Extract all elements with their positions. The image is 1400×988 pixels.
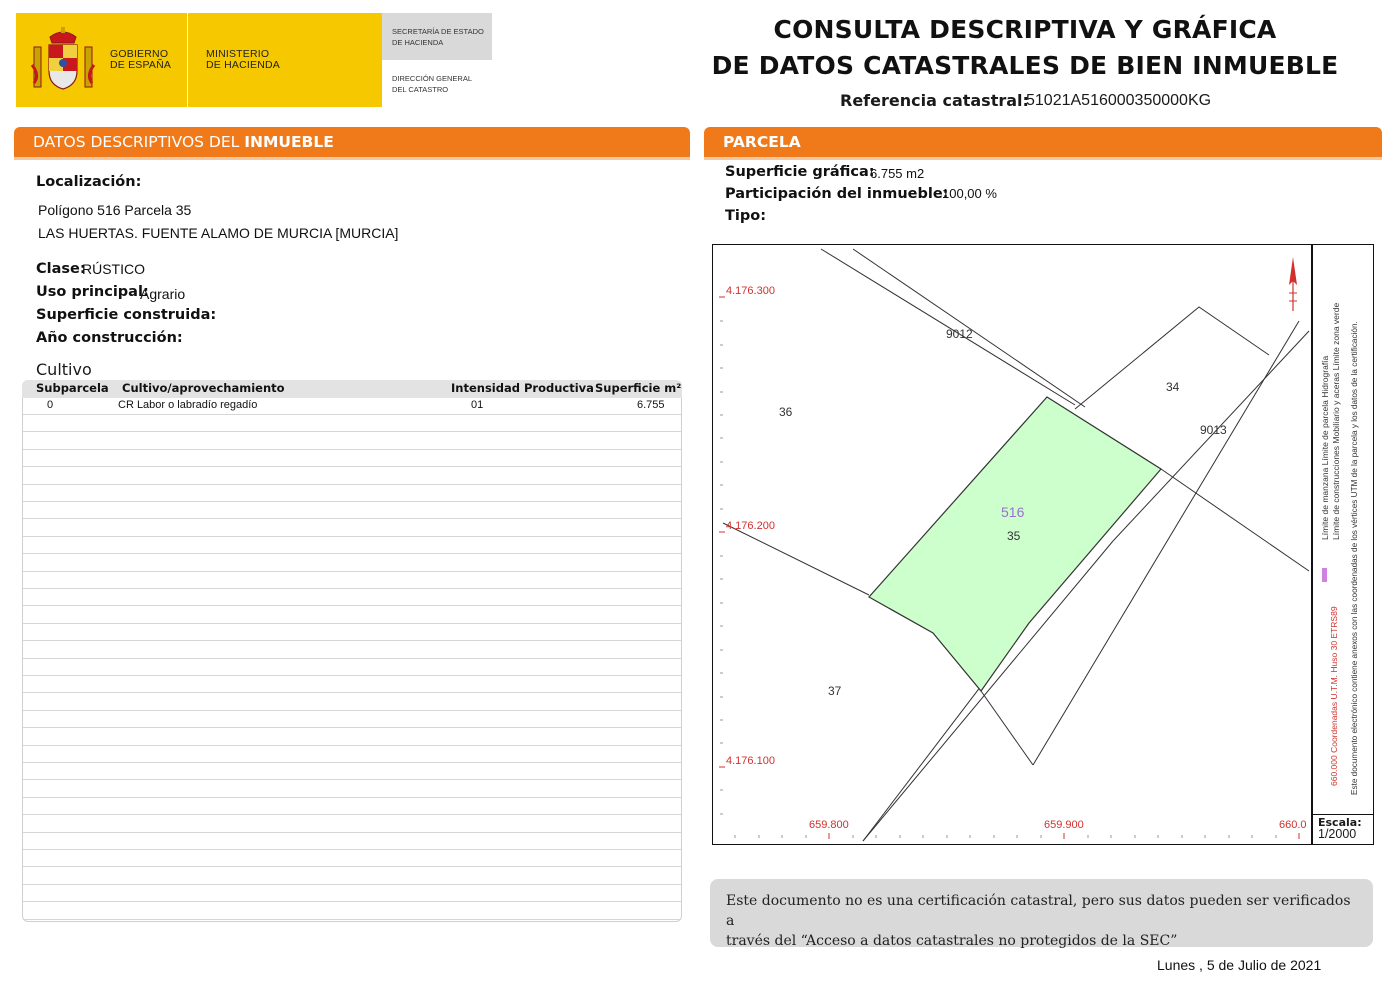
gov-label: GOBIERNO DE ESPAÑA [110,48,172,71]
parcel-label-37[interactable]: 37 [828,684,842,698]
direccion-label: DIRECCIÓN GENERAL DEL CATASTRO [392,74,473,94]
parcel-label-9012[interactable]: 9012 [946,327,973,341]
coat-of-arms-icon [30,25,96,93]
col-cultivo: Cultivo/aprovechamiento [122,381,285,395]
table-row [23,518,681,519]
localizacion-label: Localización: [36,174,142,190]
disclaimer-notice [710,879,1373,947]
table-row [23,849,681,850]
col-intensidad: Intensidad Productiva [451,381,594,395]
y-tick-label: 4.176.100 [726,755,775,767]
participacion-label: Participación del inmueble: [725,186,949,202]
x-tick-label: 659.800 [809,819,849,831]
table-row [23,536,681,537]
notice-line2: través del “Acceso a datos catastrales no protegidos de la SEC” [726,933,1178,949]
localizacion-line2: LAS HUERTAS. FUENTE ALAMO DE MURCIA [MURCIA] [38,225,399,241]
clase-value: RÚSTICO [82,261,145,277]
table-row [23,762,681,763]
table-row [23,484,681,485]
uso-value: Agrario [140,286,186,302]
table-row [23,675,681,676]
table-row [23,797,681,798]
cell-subparcela: 0 [47,399,54,411]
cell-superficie: 6.755 [637,399,665,411]
map-legend-divider [1311,244,1313,845]
north-arrow-icon [1289,257,1297,311]
table-row [23,727,681,728]
table-row [23,901,681,902]
col-superficie: Superficie m² [595,381,682,395]
parcel-label-35[interactable]: 35 [1007,529,1021,543]
ministry-label: MINISTERIO DE HACIENDA [206,48,280,71]
col-subparcela: Subparcela [36,381,109,395]
clase-label: Clase: [36,261,86,277]
x-tick-label: 659.900 [1044,819,1084,831]
table-row [23,571,681,572]
escala-label: Escala: [1318,816,1362,829]
superficie-construida-label: Superficie construida: [36,307,217,323]
section-bar-parcela: PARCELA [704,127,1382,157]
page-title-line1: CONSULTA DESCRIPTIVA Y GRÁFICA [773,15,1277,44]
anio-construccion-label: Año construcción: [36,330,183,346]
section-bar-datos: DATOS DESCRIPTIVOS DEL INMUEBLE [14,127,690,157]
section-bar-shadow [704,157,1382,160]
table-row [23,449,681,450]
x-tick-label: 660.0 [1279,819,1307,831]
ref-catastral-value: 51021A516000350000KG [1026,92,1212,109]
table-row [23,605,681,606]
table-row [23,640,681,641]
localizacion-line1: Polígono 516 Parcela 35 [38,202,192,218]
y-tick-label: 4.176.300 [726,285,775,297]
parcel-label-34[interactable]: 34 [1166,380,1180,394]
table-row [23,832,681,833]
poligono-label-516[interactable]: 516 [1001,504,1025,520]
cell-intensidad: 01 [471,399,484,411]
parcel-map-drawing [713,245,1311,844]
sup-grafica-value: 6.755 m2 [870,166,925,181]
cultivo-table [22,380,682,922]
logo-divider [187,13,188,107]
notice-line1: Este documento no es una certificación catastral, pero sus datos pueden ser verificados a [726,893,1351,929]
table-row [23,745,681,746]
table-row [23,414,681,415]
cell-cultivo: CR Labor o labradío regadío [118,399,258,411]
tipo-label: Tipo: [725,208,767,224]
table-row [23,658,681,659]
parcel-label-9013[interactable]: 9013 [1200,423,1227,437]
table-row [23,623,681,624]
table-row [23,431,681,432]
table-row [23,692,681,693]
page-title-line2: DE DATOS CATASTRALES DE BIEN INMUEBLE [711,51,1339,80]
table-row [23,866,681,867]
legend-line2: Límite de construcciones Mobiliario y aceras Límite zona verde [1331,302,1341,540]
table-row [23,466,681,467]
document-date: Lunes , 5 de Julio de 2021 [1157,957,1322,973]
table-row [23,501,681,502]
y-tick-label: 4.176.200 [726,520,775,532]
ref-catastral-label: Referencia catastral: [840,91,1029,110]
cultivo-title: Cultivo [36,360,92,379]
table-row [23,814,681,815]
doc-note: Este documento electrónico contiene anexos con las coordenadas de los vértices UTM de la parcela y los datos de la certificación. [1350,321,1359,795]
table-row [23,779,681,780]
escala-divider [1312,814,1374,815]
legend-line1: Límite de manzana Límite de parcela Hidrografía [1320,355,1330,540]
coords-note: 660.000 Coordenadas U.T.M. Huso 30 ETRS89 [1329,606,1339,786]
participacion-value: 100,00 % [942,186,997,201]
table-row [23,919,681,920]
uso-label: Uso principal: [36,284,149,300]
secretaria-label: SECRETARÍA DE ESTADO DE HACIENDA [392,27,484,47]
table-row [23,710,681,711]
table-row [23,884,681,885]
table-row [23,588,681,589]
escala-value: 1/2000 [1318,827,1357,841]
section-bar-shadow [14,157,690,160]
table-row [23,553,681,554]
sup-grafica-label: Superficie gráfica: [725,164,875,180]
parcel-label-36[interactable]: 36 [779,405,793,419]
legend-swatch-manzana [1322,568,1327,582]
